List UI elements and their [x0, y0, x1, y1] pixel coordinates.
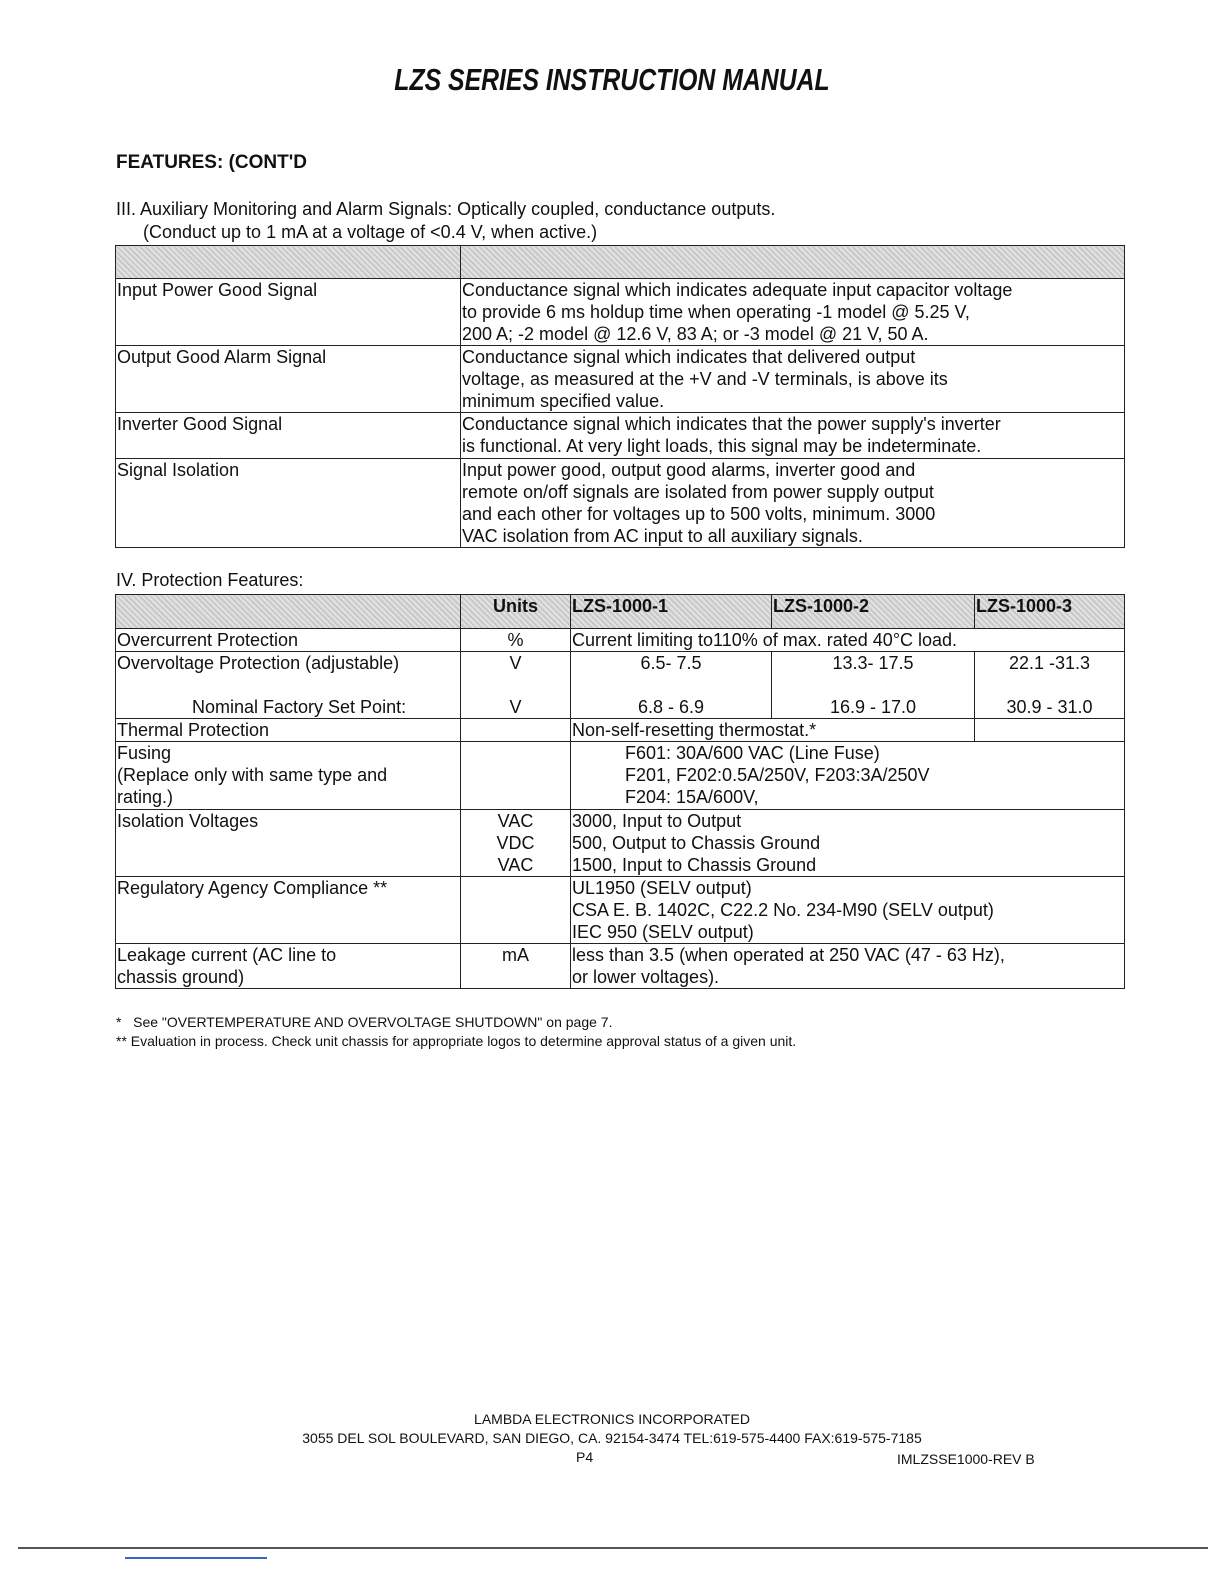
page-footer	[0, 1410, 1224, 1448]
bottom-rule-accent	[125, 1557, 267, 1559]
document-title: LZS SERIES INSTRUCTION MANUAL	[394, 62, 830, 97]
leakage-label: Leakage current (AC line to chassis ground)	[116, 944, 461, 989]
model-2-column-header: LZS-1000-2	[772, 595, 975, 629]
aux-row-name: Inverter Good Signal	[116, 413, 461, 459]
protection-table	[115, 594, 1125, 989]
protection-heading: IV. Protection Features:	[116, 570, 304, 590]
leakage-unit: mA	[461, 944, 571, 989]
aux-table-header-cell	[116, 246, 461, 279]
fusing-unit	[461, 742, 571, 810]
aux-row-name: Output Good Alarm Signal	[116, 346, 461, 413]
document-id: IMLZSSE1000-REV B	[897, 1451, 1035, 1467]
nominal-set-point-label: Nominal Factory Set Point:	[192, 697, 407, 717]
leakage-values: less than 3.5 (when operated at 250 VAC (47 - 63 Hz), or lower voltages).	[571, 944, 1125, 989]
model-3-column-header: LZS-1000-3	[975, 595, 1125, 629]
section-title: FEATURES: (CONT'D	[116, 152, 307, 173]
bottom-rule	[18, 1547, 1208, 1549]
overvoltage-model-3: 22.1 -31.3 30.9 - 31.0	[975, 652, 1125, 719]
thermal-model-3	[975, 719, 1125, 742]
units-column-header: Units	[461, 595, 571, 629]
overcurrent-unit: %	[461, 629, 571, 652]
regulatory-values: UL1950 (SELV output) CSA E. B. 1402C, C22.2 No. 234-M90 (SELV output) IEC 950 (SELV output)	[571, 877, 1125, 944]
isolation-units: VAC VDC VAC	[461, 810, 571, 877]
aux-row-desc: Input power good, output good alarms, inverter good and remote on/off signals are isolated from power supply output and each other for voltages up to 500 volts, minimum. 3000 VAC isolation from AC input to all auxiliary signals.	[461, 459, 1125, 548]
fusing-value: F601: 30A/600 VAC (Line Fuse) F201, F202:0.5A/250V, F203:3A/250V F204: 15A/600V,	[571, 742, 1125, 810]
footnote: * See "OVERTEMPERATURE AND OVERVOLTAGE SHUTDOWN" on page 7.	[116, 1014, 613, 1030]
overcurrent-label: Overcurrent Protection	[116, 629, 461, 652]
footnotes	[116, 1013, 796, 1051]
regulatory-unit	[461, 877, 571, 944]
footer-address: 3055 DEL SOL BOULEVARD, SAN DIEGO, CA. 92154-3474 TEL:619-575-4400 FAX:619-575-7185	[302, 1430, 922, 1446]
overcurrent-value: Current limiting to110% of max. rated 40°C load.	[571, 629, 1125, 652]
aux-signals-table	[115, 245, 1125, 548]
overvoltage-model-1: 6.5- 7.5 6.8 - 6.9	[571, 652, 772, 719]
aux-heading	[116, 198, 775, 244]
model-1-column-header: LZS-1000-1	[571, 595, 772, 629]
overvoltage-model-2: 13.3- 17.5 16.9 - 17.0	[772, 652, 975, 719]
fusing-label: Fusing (Replace only with same type and rating.)	[116, 742, 461, 810]
aux-row-name: Signal Isolation	[116, 459, 461, 548]
footer-company: LAMBDA ELECTRONICS INCORPORATED	[474, 1411, 750, 1427]
overvoltage-label-cell	[116, 652, 461, 719]
isolation-label: Isolation Voltages	[116, 810, 461, 877]
thermal-value: Non-self-resetting thermostat.*	[571, 719, 975, 742]
thermal-label: Thermal Protection	[116, 719, 461, 742]
page-number: P4	[576, 1449, 594, 1465]
aux-subheading: (Conduct up to 1 mA at a voltage of <0.4 V, when active.)	[143, 222, 598, 242]
overvoltage-unit-cell: V V	[461, 652, 571, 719]
aux-heading-line: III. Auxiliary Monitoring and Alarm Signals: Optically coupled, conductance outputs.	[116, 199, 776, 219]
regulatory-label: Regulatory Agency Compliance **	[116, 877, 461, 944]
aux-row-desc: Conductance signal which indicates that delivered output voltage, as measured at the +V and -V terminals, is above its minimum specified value.	[461, 346, 1125, 413]
aux-row-desc: Conductance signal which indicates adequate input capacitor voltage to provide 6 ms holdup time when operating -1 model @ 5.25 V, 200 A; -2 model @ 12.6 V, 83 A; or -3 model @ 21 V, 50 A.	[461, 279, 1125, 346]
overvoltage-label: Overvoltage Protection (adjustable)	[117, 653, 400, 673]
isolation-values: 3000, Input to Output 500, Output to Chassis Ground 1500, Input to Chassis Ground	[571, 810, 1125, 877]
thermal-unit	[461, 719, 571, 742]
footnote: ** Evaluation in process. Check unit chassis for appropriate logos to determine approval status of a given unit.	[116, 1033, 797, 1049]
protection-header-blank	[116, 595, 461, 629]
aux-row-name: Input Power Good Signal	[116, 279, 461, 346]
aux-row-desc: Conductance signal which indicates that the power supply's inverter is functional. At very light loads, this signal may be indeterminate.	[461, 413, 1125, 459]
aux-table-header-cell	[461, 246, 1125, 279]
